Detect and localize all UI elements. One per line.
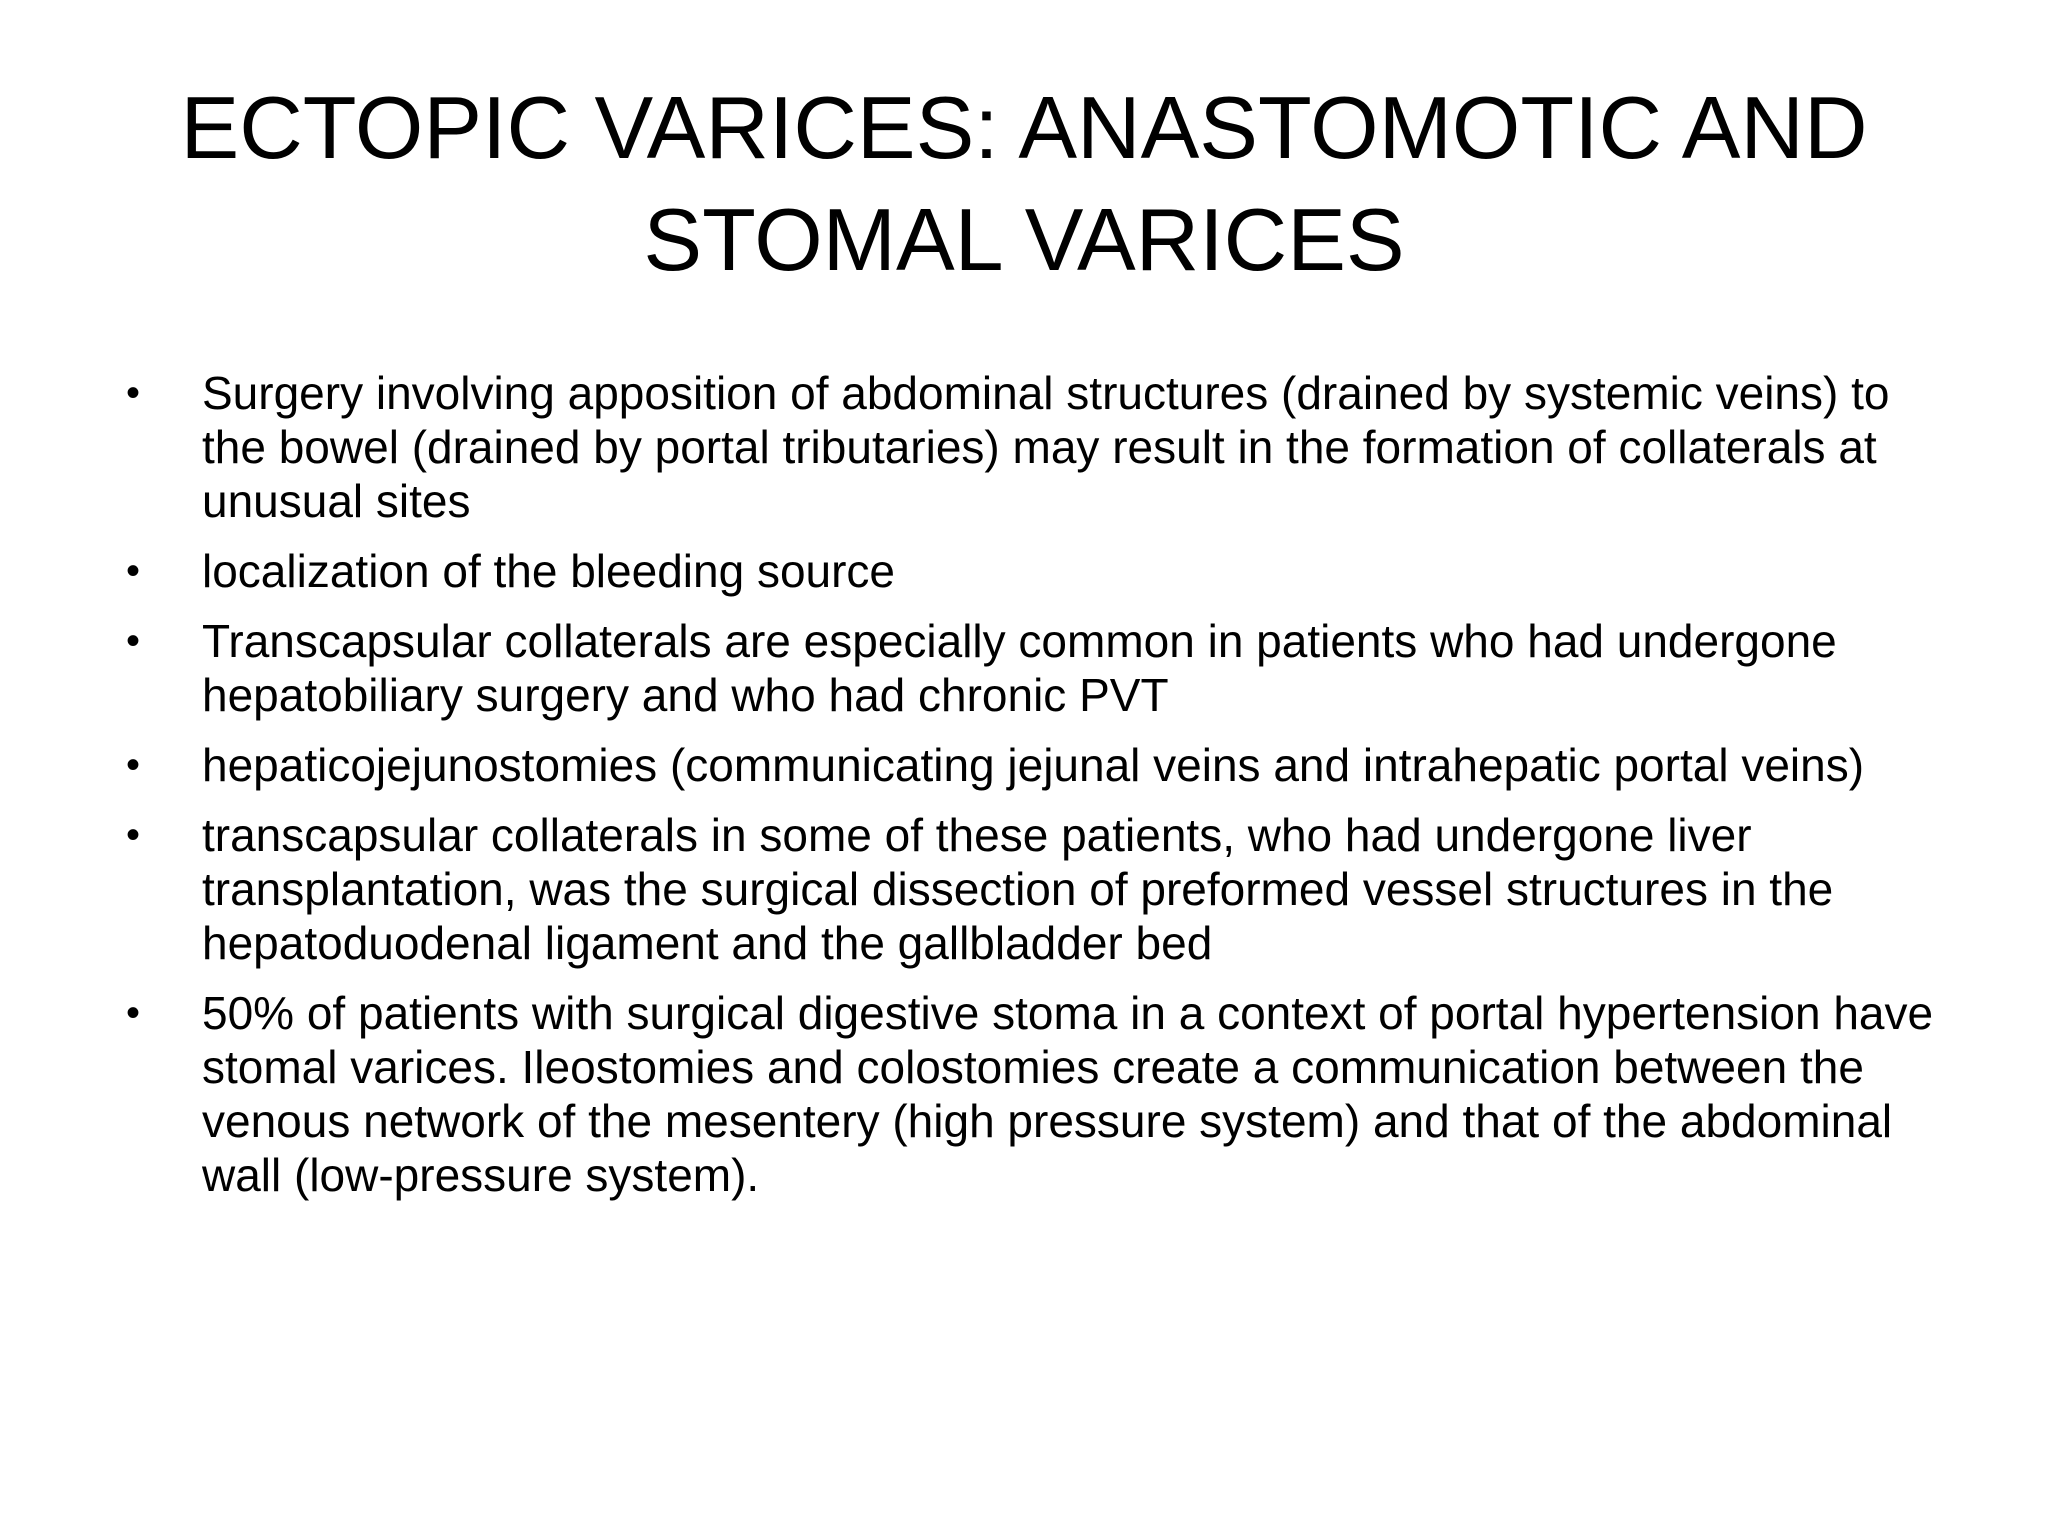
bullet-text: Transcapsular collaterals are especially common in patients who had undergone hepatobiliary surgery and who had chronic PVT bbox=[202, 615, 1837, 721]
bullet-dot-icon: • bbox=[126, 991, 141, 1035]
bullet-text: Surgery involving apposition of abdominal structures (drained by systemic veins) to the bowel (drained by portal tributaries) may result in the formation of collaterals at unusual sites bbox=[202, 367, 1890, 527]
bullet-item bbox=[118, 544, 1938, 598]
bullet-item bbox=[118, 986, 1938, 1202]
bullet-list bbox=[118, 366, 1938, 1218]
bullet-item bbox=[118, 614, 1938, 722]
bullet-item bbox=[118, 366, 1938, 528]
slide-title-line-2: STOMAL VARICES bbox=[643, 190, 1405, 289]
bullet-item bbox=[118, 738, 1938, 792]
bullet-dot-icon: • bbox=[126, 549, 141, 593]
bullet-dot-icon: • bbox=[126, 619, 141, 663]
bullet-item bbox=[118, 808, 1938, 970]
slide-title bbox=[100, 72, 1948, 296]
bullet-dot-icon: • bbox=[126, 813, 141, 857]
slide-title-line-1: ECTOPIC VARICES: ANASTOMOTIC AND bbox=[180, 78, 1868, 177]
bullet-text: 50% of patients with surgical digestive stoma in a context of portal hypertension have stomal varices. Ileostomies and colostomies create a communication between the venous network of the mesentery (high pressure system) and that of the abdominal wall (low-pressure system). bbox=[202, 987, 1934, 1201]
bullet-dot-icon: • bbox=[126, 743, 141, 787]
bullet-text: localization of the bleeding source bbox=[202, 545, 896, 597]
bullet-text: hepaticojejunostomies (communicating jejunal veins and intrahepatic portal veins) bbox=[202, 739, 1865, 791]
bullet-dot-icon: • bbox=[126, 371, 141, 415]
bullet-text: transcapsular collaterals in some of these patients, who had undergone liver transplantation, was the surgical dissection of preformed vessel structures in the hepatoduodenal ligament and the gallbladder bed bbox=[202, 809, 1834, 969]
